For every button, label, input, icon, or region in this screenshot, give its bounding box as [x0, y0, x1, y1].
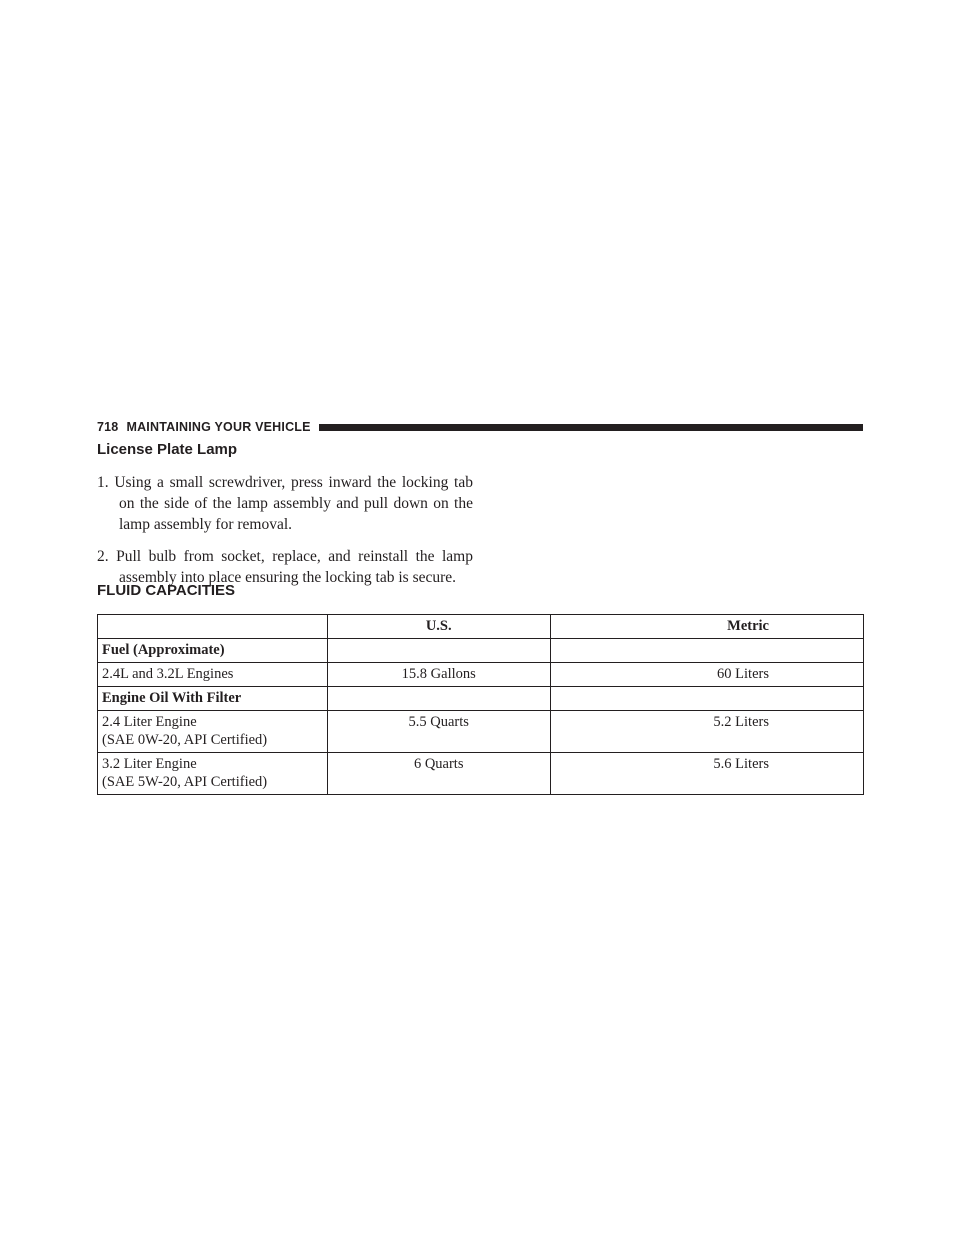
- table-row: [98, 663, 864, 687]
- row-metric: 60 Liters: [550, 663, 863, 687]
- row-us: 6 Quarts: [327, 753, 550, 795]
- row-item: 2.4L and 3.2L Engines: [98, 663, 328, 687]
- section-title: MAINTAINING YOUR VEHICLE: [126, 420, 311, 434]
- row-us: [327, 639, 550, 663]
- row-us: 15.8 Gallons: [327, 663, 550, 687]
- row-metric: 5.6 Liters: [550, 753, 863, 795]
- row-us: [327, 687, 550, 711]
- fluid-capacities-table: [97, 614, 864, 795]
- column-header-metric: Metric: [550, 615, 863, 639]
- header-rule: [319, 424, 863, 431]
- row-us: 5.5 Quarts: [327, 711, 550, 753]
- row-metric: [550, 639, 863, 663]
- row-item: 2.4 Liter Engine (SAE 0W-20, API Certified): [98, 711, 328, 753]
- row-item: Fuel (Approximate): [98, 639, 328, 663]
- table-header-row: [98, 615, 864, 639]
- license-plate-lamp-heading: License Plate Lamp: [97, 441, 238, 458]
- license-plate-steps: [97, 472, 473, 599]
- step-2: 2. Pull bulb from socket, replace, and reinstall the lamp assembly into place ensuring the locking tab is secure.: [97, 548, 473, 586]
- row-metric: 5.2 Liters: [550, 711, 863, 753]
- row-metric: [550, 687, 863, 711]
- page-header: [97, 419, 863, 435]
- column-header-item: [98, 615, 328, 639]
- page-number: 718: [97, 420, 119, 434]
- column-header-us: U.S.: [327, 615, 550, 639]
- fluid-capacities-heading: FLUID CAPACITIES: [97, 582, 236, 599]
- table-row: [98, 639, 864, 663]
- table-row: [98, 711, 864, 753]
- row-item: 3.2 Liter Engine (SAE 5W-20, API Certified): [98, 753, 328, 795]
- step-1: 1. Using a small screwdriver, press inward the locking tab on the side of the lamp assembly and pull down on the lamp assembly for removal.: [97, 474, 473, 533]
- table-row: [98, 753, 864, 795]
- row-item: Engine Oil With Filter: [98, 687, 328, 711]
- table-row: [98, 687, 864, 711]
